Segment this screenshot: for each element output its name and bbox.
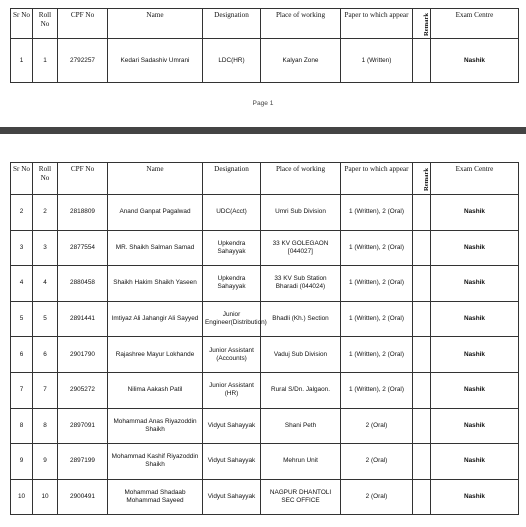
cell-sr-no: 10 bbox=[11, 479, 33, 515]
cell-sr-no: 4 bbox=[11, 266, 33, 302]
cell-cpf-no: 2897091 bbox=[58, 408, 108, 444]
column-header-cpf-no: CPF No bbox=[58, 163, 108, 195]
cell-cpf-no: 2877554 bbox=[58, 230, 108, 266]
cell-remark bbox=[413, 301, 431, 337]
cell-roll-no: 10 bbox=[33, 479, 58, 515]
cell-name: MR. Shaikh Salman Samad bbox=[108, 230, 203, 266]
cell-place-of-working: Mehrun Unit bbox=[261, 444, 341, 480]
cell-place-of-working: NAGPUR DHANTOLI SEC OFFICE bbox=[261, 479, 341, 515]
column-header-name: Name bbox=[108, 9, 203, 39]
table-row bbox=[11, 372, 519, 408]
cell-exam-centre: Nashik bbox=[431, 337, 519, 373]
table-row bbox=[11, 444, 519, 480]
cell-remark bbox=[413, 39, 431, 83]
cell-exam-centre: Nashik bbox=[431, 39, 519, 83]
cell-roll-no: 6 bbox=[33, 337, 58, 373]
cell-sr-no: 2 bbox=[11, 195, 33, 231]
cell-place-of-working: Bhadli (Kh.) Section bbox=[261, 301, 341, 337]
page-break-bar bbox=[0, 127, 526, 134]
cell-sr-no: 8 bbox=[11, 408, 33, 444]
table-row bbox=[11, 230, 519, 266]
cell-name: Mohammad Kashif Riyazoddin Shaikh bbox=[108, 444, 203, 480]
table-row bbox=[11, 479, 519, 515]
cell-sr-no: 3 bbox=[11, 230, 33, 266]
cell-name: Anand Ganpat Pagalwad bbox=[108, 195, 203, 231]
cell-paper: 1 (Written), 2 (Oral) bbox=[341, 195, 413, 231]
cell-roll-no: 3 bbox=[33, 230, 58, 266]
table-header-row bbox=[11, 163, 519, 195]
cell-sr-no: 7 bbox=[11, 372, 33, 408]
cell-cpf-no: 2880458 bbox=[58, 266, 108, 302]
cell-remark bbox=[413, 444, 431, 480]
cell-designation: UDC(Acct) bbox=[203, 195, 261, 231]
cell-paper: 1 (Written), 2 (Oral) bbox=[341, 337, 413, 373]
cell-cpf-no: 2897199 bbox=[58, 444, 108, 480]
cell-cpf-no: 2905272 bbox=[58, 372, 108, 408]
cell-roll-no: 2 bbox=[33, 195, 58, 231]
cell-exam-centre: Nashik bbox=[431, 266, 519, 302]
cell-place-of-working: Umri Sub Division bbox=[261, 195, 341, 231]
cell-paper: 1 (Written), 2 (Oral) bbox=[341, 266, 413, 302]
column-header-remark: Remark bbox=[413, 163, 431, 195]
cell-place-of-working: Shani Peth bbox=[261, 408, 341, 444]
cell-place-of-working: 33 KV GOLEGAON [044027] bbox=[261, 230, 341, 266]
column-header-place-of-working: Place of working bbox=[261, 9, 341, 39]
cell-paper: 1 (Written), 2 (Oral) bbox=[341, 301, 413, 337]
cell-name: Mohammad Anas Riyazoddin Shaikh bbox=[108, 408, 203, 444]
cell-name: Mohammad Shadaab Mohammad Sayeed bbox=[108, 479, 203, 515]
cell-remark bbox=[413, 372, 431, 408]
cell-paper: 1 (Written), 2 (Oral) bbox=[341, 230, 413, 266]
cell-exam-centre: Nashik bbox=[431, 479, 519, 515]
table-row bbox=[11, 195, 519, 231]
cell-cpf-no: 2891441 bbox=[58, 301, 108, 337]
cell-roll-no: 8 bbox=[33, 408, 58, 444]
cell-exam-centre: Nashik bbox=[431, 408, 519, 444]
cell-designation: Vidyut Sahayyak bbox=[203, 444, 261, 480]
cell-paper: 1 (Written) bbox=[341, 39, 413, 83]
cell-remark bbox=[413, 479, 431, 515]
table-row bbox=[11, 337, 519, 373]
table-row bbox=[11, 408, 519, 444]
cell-paper: 2 (Oral) bbox=[341, 479, 413, 515]
cell-remark bbox=[413, 230, 431, 266]
candidate-table-page-1 bbox=[10, 8, 519, 83]
column-header-paper: Paper to which appear bbox=[341, 163, 413, 195]
cell-exam-centre: Nashik bbox=[431, 195, 519, 231]
column-header-exam-centre: Exam Centre bbox=[431, 163, 519, 195]
table-row bbox=[11, 301, 519, 337]
column-header-designation: Designation bbox=[203, 9, 261, 39]
cell-paper: 2 (Oral) bbox=[341, 444, 413, 480]
cell-roll-no: 1 bbox=[33, 39, 58, 83]
cell-place-of-working: Rural S/Dn. Jalgaon. bbox=[261, 372, 341, 408]
column-header-place-of-working: Place of working bbox=[261, 163, 341, 195]
cell-designation: LDC(HR) bbox=[203, 39, 261, 83]
cell-remark bbox=[413, 266, 431, 302]
cell-paper: 2 (Oral) bbox=[341, 408, 413, 444]
table-header-row bbox=[11, 9, 519, 39]
table-body bbox=[11, 195, 519, 515]
column-header-sr-no: Sr No bbox=[11, 163, 33, 195]
cell-name: Rajashree Mayur Lokhande bbox=[108, 337, 203, 373]
cell-sr-no: 9 bbox=[11, 444, 33, 480]
cell-exam-centre: Nashik bbox=[431, 301, 519, 337]
column-header-name: Name bbox=[108, 163, 203, 195]
cell-remark bbox=[413, 195, 431, 231]
cell-designation: Upkendra Sahayyak bbox=[203, 230, 261, 266]
cell-place-of-working: 33 KV Sub Station Bharadi (044024) bbox=[261, 266, 341, 302]
cell-exam-centre: Nashik bbox=[431, 444, 519, 480]
cell-cpf-no: 2818809 bbox=[58, 195, 108, 231]
table-row bbox=[11, 266, 519, 302]
column-header-designation: Designation bbox=[203, 163, 261, 195]
cell-place-of-working: Kalyan Zone bbox=[261, 39, 341, 83]
column-header-remark: Remark bbox=[413, 9, 431, 39]
cell-designation: Junior Engineer(Distribution) bbox=[203, 301, 261, 337]
cell-cpf-no: 2792257 bbox=[58, 39, 108, 83]
cell-remark bbox=[413, 408, 431, 444]
table-row bbox=[11, 39, 519, 83]
cell-place-of-working: Vaduj Sub Division bbox=[261, 337, 341, 373]
cell-roll-no: 9 bbox=[33, 444, 58, 480]
cell-sr-no: 6 bbox=[11, 337, 33, 373]
column-header-paper: Paper to which appear bbox=[341, 9, 413, 39]
cell-name: Kedari Sadashiv Umrani bbox=[108, 39, 203, 83]
cell-roll-no: 7 bbox=[33, 372, 58, 408]
cell-roll-no: 5 bbox=[33, 301, 58, 337]
cell-exam-centre: Nashik bbox=[431, 230, 519, 266]
cell-cpf-no: 2900491 bbox=[58, 479, 108, 515]
cell-sr-no: 1 bbox=[11, 39, 33, 83]
cell-designation: Junior Assistant (HR) bbox=[203, 372, 261, 408]
cell-exam-centre: Nashik bbox=[431, 372, 519, 408]
cell-name: Nilima Aakash Patil bbox=[108, 372, 203, 408]
cell-designation: Upkendra Sahayyak bbox=[203, 266, 261, 302]
cell-sr-no: 5 bbox=[11, 301, 33, 337]
cell-designation: Vidyut Sahayyak bbox=[203, 408, 261, 444]
column-header-roll-no: Roll No bbox=[33, 163, 58, 195]
column-header-roll-no: Roll No bbox=[33, 9, 58, 39]
cell-roll-no: 4 bbox=[33, 266, 58, 302]
column-header-cpf-no: CPF No bbox=[58, 9, 108, 39]
column-header-sr-no: Sr No bbox=[11, 9, 33, 39]
column-header-exam-centre: Exam Centre bbox=[431, 9, 519, 39]
table-body bbox=[11, 39, 519, 83]
cell-paper: 1 (Written), 2 (Oral) bbox=[341, 372, 413, 408]
cell-designation: Vidyut Sahayyak bbox=[203, 479, 261, 515]
page-label: Page 1 bbox=[252, 100, 274, 107]
cell-name: Shaikh Hakim Shaikh Yaseen bbox=[108, 266, 203, 302]
cell-designation: Junior Assistant (Accounts) bbox=[203, 337, 261, 373]
cell-remark bbox=[413, 337, 431, 373]
cell-name: Imtiyaz Ali Jahangir Ali Sayyed bbox=[108, 301, 203, 337]
candidate-table-page-2 bbox=[10, 162, 519, 515]
cell-cpf-no: 2901790 bbox=[58, 337, 108, 373]
